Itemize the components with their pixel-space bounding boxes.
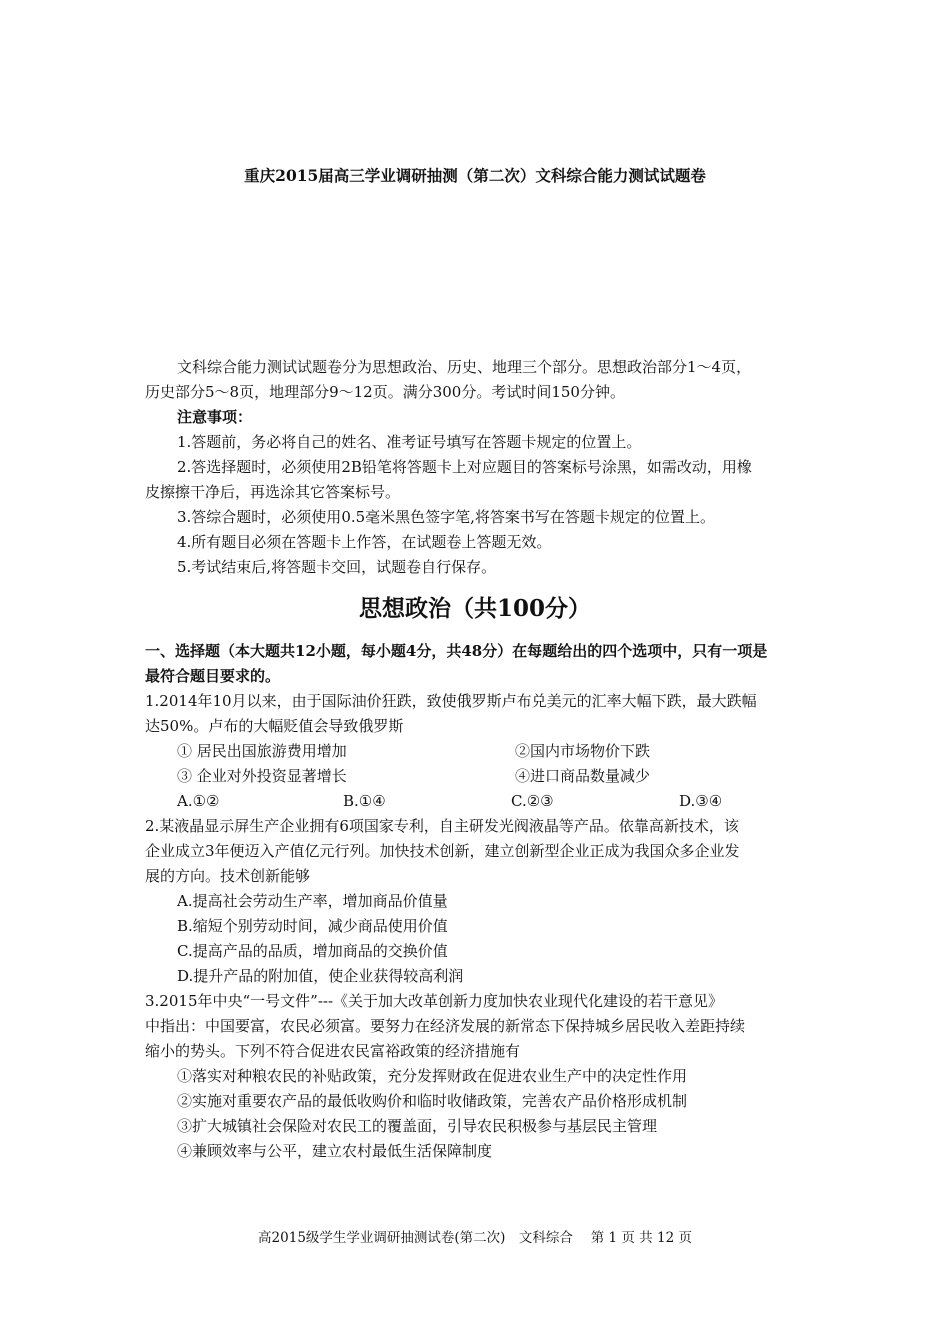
q3-stem: 3.2015年中央“一号文件”---《关于加大改革创新力度加快农业现代化建设的若干意见》 xyxy=(145,992,724,1010)
q1-choice-c: C.②③ xyxy=(511,792,554,810)
page-footer: 高2015级学生学业调研抽测试卷(第二次) 文科综合 第 1 页 共 12 页 xyxy=(258,1230,692,1246)
q1-option-1: ① 居民出国旅游费用增加 xyxy=(177,742,347,760)
notice-item-4: 4.所有题目必须在答题卡上作答，在试题卷上答题无效。 xyxy=(177,533,552,551)
q3-stem-cont-2: 缩小的势头。下列不符合促进农民富裕政策的经济措施有 xyxy=(145,1042,521,1060)
q3-option-2: ②实施对重要农产品的最低收购价和临时收储政策，完善农产品价格形成机制 xyxy=(177,1092,688,1110)
section-instructions-cont: 最符合题目要求的。 xyxy=(145,667,281,685)
q2-stem-cont-2: 展的方向。技术创新能够 xyxy=(145,867,311,885)
q1-option-4: ④进口商品数量减少 xyxy=(515,767,651,785)
notice-item-2-cont: 皮擦擦干净后，再选涂其它答案标号。 xyxy=(145,483,401,501)
q1-choice-d: D.③④ xyxy=(679,792,723,810)
notice-item-5: 5.考试结束后,将答题卡交回，试题卷自行保存。 xyxy=(177,558,497,576)
q3-option-3: ③扩大城镇社会保险对农民工的覆盖面，引导农民积极参与基层民主管理 xyxy=(177,1117,658,1135)
notice-item-3: 3.答综合题时，必须使用0.5毫米黑色签字笔,将答案书写在答题卡规定的位置上。 xyxy=(177,508,715,526)
q3-option-4: ④兼顾效率与公平，建立农村最低生活保障制度 xyxy=(177,1142,493,1160)
notice-item-2: 2.答选择题时，必须使用2B铅笔将答题卡上对应题目的答案标号涂黑，如需改动，用橡 xyxy=(177,458,752,476)
q1-option-2: ②国内市场物价下跌 xyxy=(515,742,651,760)
q2-choice-d: D.提升产品的附加值，使企业获得较高利润 xyxy=(177,967,464,985)
q2-stem-cont-1: 企业成立3年便迈入产值亿元行列。加快技术创新，建立创新型企业正成为我国众多企业发 xyxy=(145,842,740,860)
document-title: 重庆2015届高三学业调研抽测（第二次）文科综合能力测试试题卷 xyxy=(244,166,706,185)
intro-line-2: 历史部分5～8页，地理部分9～12页。满分300分。考试时间150分钟。 xyxy=(145,383,625,401)
q3-stem-cont-1: 中指出：中国要富，农民必须富。要努力在经济发展的新常态下保持城乡居民收入差距持续 xyxy=(145,1017,746,1035)
q3-option-1: ①落实对种粮农民的补贴政策，充分发挥财政在促进农业生产中的决定性作用 xyxy=(177,1067,688,1085)
q1-stem-cont: 达50%。卢布的大幅贬值会导致俄罗斯 xyxy=(145,717,404,735)
notice-item-1: 1.答题前，务必将自己的姓名、准考证号填写在答题卡规定的位置上。 xyxy=(177,433,642,451)
q2-choice-b: B.缩短个别劳动时间，减少商品使用价值 xyxy=(177,917,448,935)
q2-stem: 2.某液晶显示屏生产企业拥有6项国家专利，自主研发光阀液晶等产品。依靠高新技术，该 xyxy=(145,817,739,835)
section-instructions: 一、选择题（本大题共12小题，每小题4分，共48分）在每题给出的四个选项中，只有一项是 xyxy=(145,642,768,660)
notice-heading: 注意事项： xyxy=(177,408,253,426)
q1-choice-a: A.①② xyxy=(177,792,220,810)
section-title: 思想政治（共100分） xyxy=(358,595,591,622)
intro-line-1: 文科综合能力测试试题卷分为思想政治、历史、地理三个部分。思想政治部分1～4页， xyxy=(177,358,752,376)
q2-choice-c: C.提高产品的品质，增加商品的交换价值 xyxy=(177,942,448,960)
q1-option-3: ③ 企业对外投资显著增长 xyxy=(177,767,347,785)
q1-stem: 1.2014年10月以来，由于国际油价狂跌，致使俄罗斯卢布兑美元的汇率大幅下跌，最大跌幅 xyxy=(145,692,757,710)
q2-choice-a: A.提高社会劳动生产率，增加商品价值量 xyxy=(177,892,448,910)
q1-choice-b: B.①④ xyxy=(343,792,386,810)
